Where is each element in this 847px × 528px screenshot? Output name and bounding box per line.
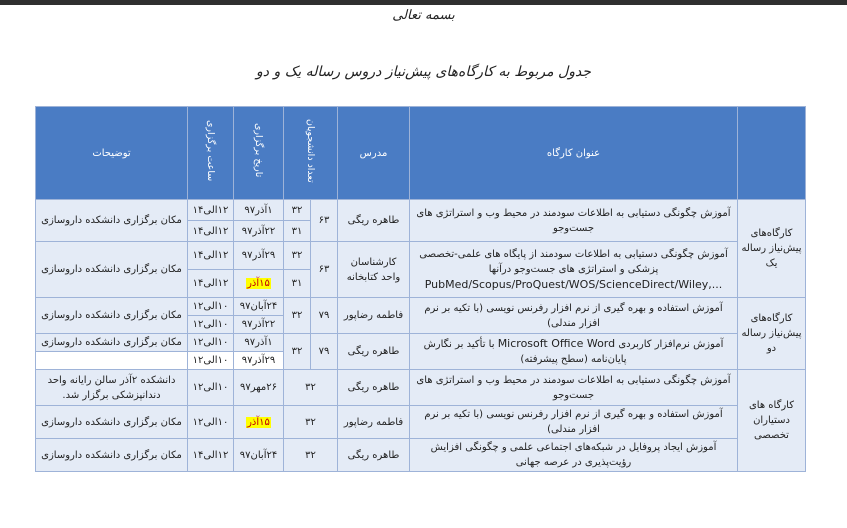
table-row [36,439,806,472]
workshop-title-part-a: آموزش نرم‌افزار کاربردی [618,339,724,350]
highlighted-date: ۱۵آذر [247,278,270,289]
session-time: ۱۰الی۱۲ [188,352,234,370]
workshop-title: آموزش استفاده و بهره گیری از نرم افزار رفرنس نویسی (با تکیه بر نرم افزار مندلی) [410,406,738,439]
workshop-title: آموزش چگونگی دستیابی به اطلاعات سودمند در محیط وب و استراتژی های جست‌وجو [410,200,738,242]
table-row [36,406,806,439]
table-row [36,200,806,221]
database-list: PubMed/Scopus/ProQuest/WOS/ScienceDirect/Wiley,... [424,278,723,291]
session-time: ۱۰الی۱۲ [188,406,234,439]
session-time: ۱۰الی۱۲ [188,316,234,334]
description-cell: مکان برگزاری دانشکده داروسازی [36,200,188,242]
header-time: ساعت برگزاری [188,107,234,200]
session-date: ۱آذر۹۷ [234,200,284,221]
session-count: ۳۲ [284,242,311,270]
description-cell: مکان برگزاری دانشکده داروسازی [36,298,188,334]
session-date: ۲۶مهر۹۷ [234,370,284,406]
empty-cell [36,352,188,370]
table-row [36,370,806,406]
session-count: ۳۲ [284,200,311,221]
table-row [36,298,806,316]
session-date: ۲۴آبان۹۷ [234,439,284,472]
session-date: ۲۲آذر۹۷ [234,316,284,334]
instructor-cell: طاهره ریگی [338,334,410,370]
students-total: ۳۲ [284,439,338,472]
header-instructor: مدرس [338,107,410,200]
students-total: ۶۳ [311,200,338,242]
session-count: ۳۲ [284,334,311,370]
students-total: ۷۹ [311,334,338,370]
workshop-title [410,334,738,370]
description-cell: مکان برگزاری دانشکده داروسازی [36,242,188,298]
description-cell: مکان برگزاری دانشکده داروسازی [36,334,188,352]
students-total: ۷۹ [311,298,338,334]
students-total: ۳۲ [284,406,338,439]
session-time: ۱۰الی۱۲ [188,334,234,352]
instructor-cell: طاهره ریگی [338,370,410,406]
session-time: ۱۲الی۱۴ [188,221,234,242]
table-header-row [36,107,806,200]
table-row [36,242,806,270]
workshop-table [35,106,806,472]
session-date: ۲۲آذر۹۷ [234,221,284,242]
description-cell: مکان برگزاری دانشکده داروسازی [36,406,188,439]
workshop-title-part-b: با تأکید بر نگارش پایان‌نامه (سطح پیشرفته) [423,339,627,365]
highlighted-date: ۱۵آذر [247,416,270,428]
workshop-title-fa: آموزش چگونگی دستیابی به اطلاعات سودمند از پایگاه های علمی-تخصصی پزشکی و استراتژی های جست‌وجو درآنها [419,249,728,275]
basmala-heading: بسمه تعالی [392,8,455,23]
header-description: توضیحات [36,107,188,200]
header-students: تعداد دانشجویان [284,107,338,200]
description-cell: دانشکده ۲آذر سالن رایانه واحد دندانپزشکی برگزار شد. [36,370,188,406]
session-time: ۱۰الی۱۲ [188,298,234,316]
session-count: ۳۲ [284,298,311,334]
header-category [738,107,806,200]
document-title: جدول مربوط به کارگاه‌های پیش‌نیاز دروس رساله یک و دو [256,64,591,80]
instructor-cell: طاهره ریگی [338,439,410,472]
workshop-title: آموزش استفاده و بهره گیری از نرم افزار رفرنس نویسی (با تکیه بر نرم افزار مندلی) [410,298,738,334]
software-name: Microsoft Office Word [497,337,616,350]
workshop-title [410,242,738,298]
session-date: ۲۹آذر۹۷ [234,242,284,270]
header-workshop: عنوان کارگاه [410,107,738,200]
session-time: ۱۲الی۱۴ [188,200,234,221]
category-cell: کارگاه‌های پیش‌نیاز رساله یک [738,200,806,298]
session-date [234,270,284,298]
instructor-cell: فاطمه رضاپور [338,298,410,334]
table-row [36,334,806,352]
session-count: ۳۱ [284,221,311,242]
session-date: ۱آذر۹۷ [234,334,284,352]
session-time: ۱۲الی۱۴ [188,242,234,270]
workshop-title: آموزش چگونگی دستیابی به اطلاعات سودمند در محیط وب و استراتژی های جست‌وجو [410,370,738,406]
top-rule [0,0,847,5]
session-count: ۳۱ [284,270,311,298]
header-date: تاریخ برگزاری [234,107,284,200]
instructor-cell: طاهره ریگی [338,200,410,242]
instructor-cell: کارشناسان واحد کتابخانه [338,242,410,298]
session-date [234,406,284,439]
description-cell: مکان برگزاری دانشکده داروسازی [36,439,188,472]
session-time: ۱۲الی۱۴ [188,439,234,472]
students-total: ۶۳ [311,242,338,298]
workshop-title: آموزش ایجاد پروفایل در شبکه‌های اجتماعی علمی و چگونگی افزایش رؤیت‌پذیری در عرصه جهانی [410,439,738,472]
session-time: ۱۲الی۱۴ [188,270,234,298]
session-date: ۲۹آذر۹۷ [234,352,284,370]
category-cell: کارگاه های دستیاران تخصصی [738,370,806,472]
session-time: ۱۰الی۱۲ [188,370,234,406]
students-total: ۳۲ [284,370,338,406]
category-cell: کارگاه‌های پیش‌نیاز رساله دو [738,298,806,370]
session-date: ۲۴آبان۹۷ [234,298,284,316]
instructor-cell: فاطمه رضاپور [338,406,410,439]
